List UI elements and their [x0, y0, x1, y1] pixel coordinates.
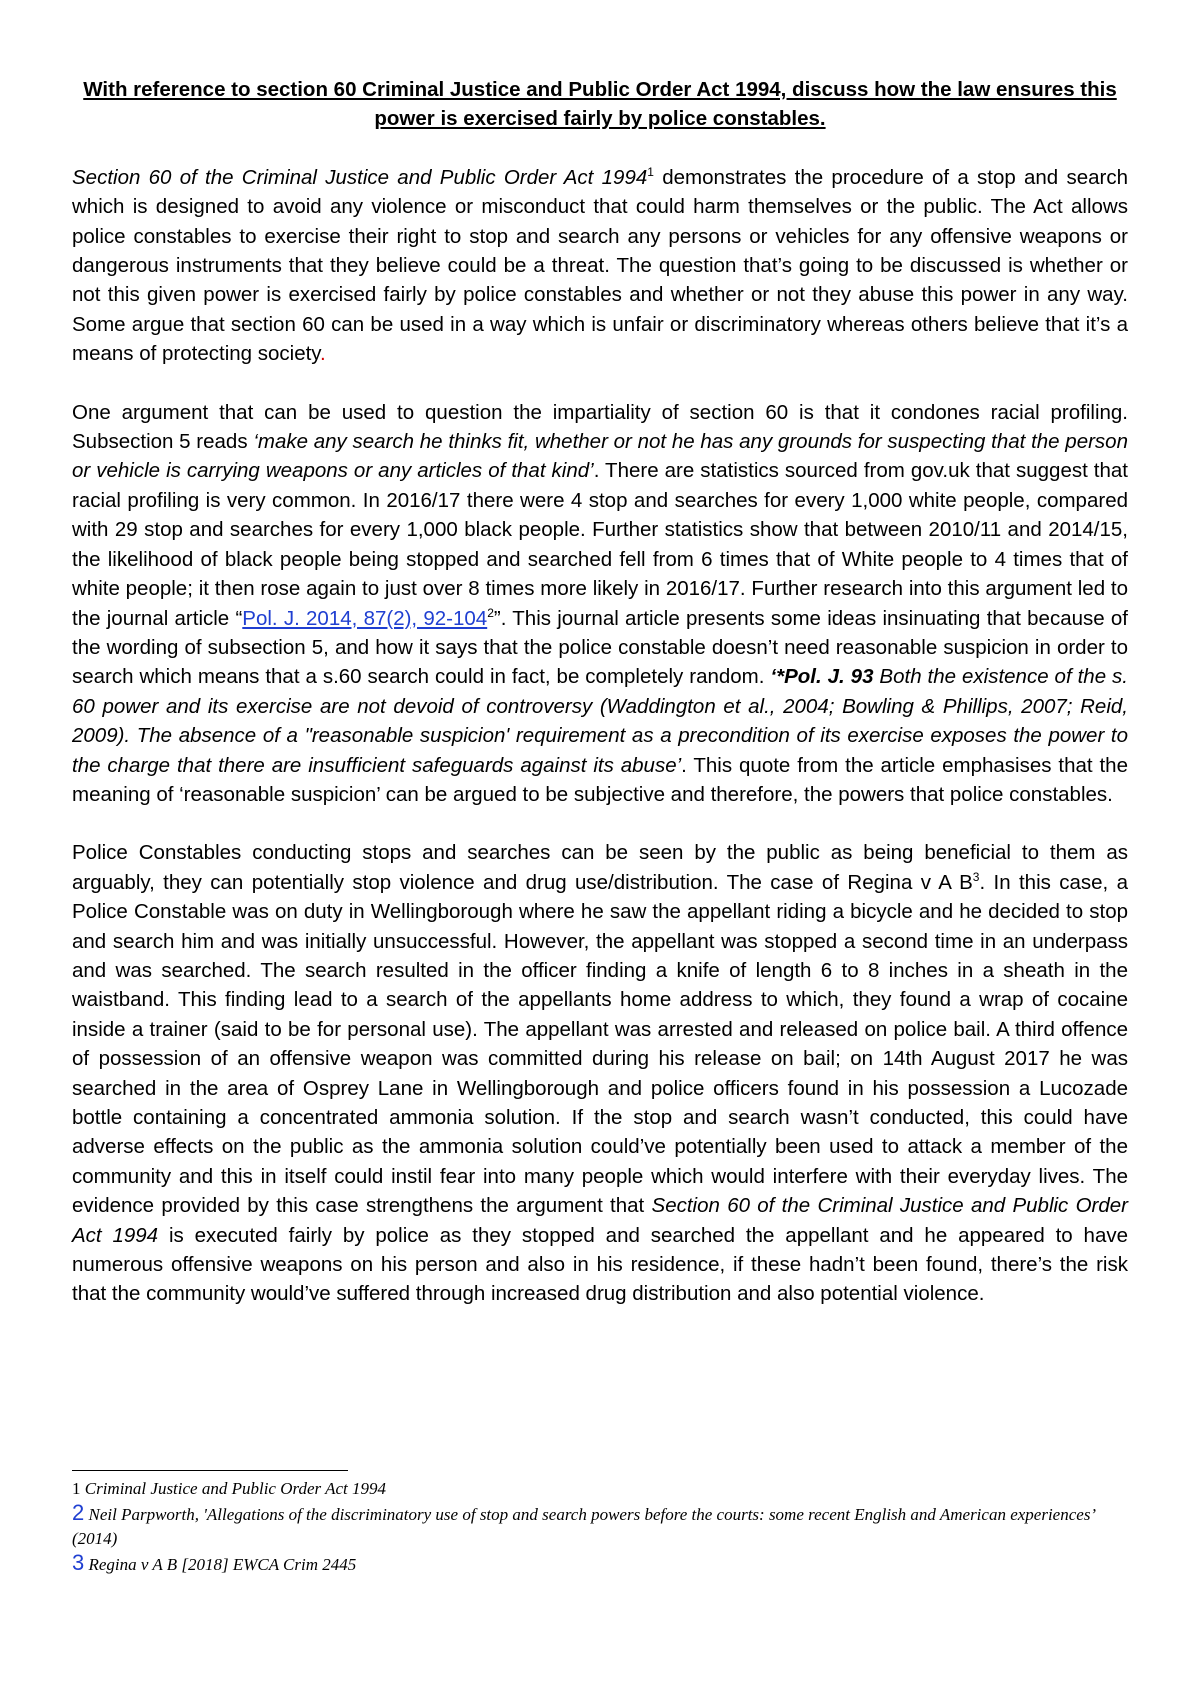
footnotes-section — [72, 1470, 1128, 1577]
footnote-1-text: Criminal Justice and Public Order Act 1994 — [80, 1479, 386, 1498]
paragraph-case-study — [72, 838, 1128, 1309]
footnote-1-number: 1 — [72, 1479, 81, 1498]
act-name-italic: Section 60 of the Criminal Justice and Public Order Act 1994 — [72, 165, 648, 189]
racial-text-3: ”. This journal article presents some ideas insinuating that because of the wording of subsection 5, and how it says that the police constable doesn’t need reasonable suspicion in order to search which means that a s.60 search could in fact, be completely random. — [72, 606, 1128, 689]
footnote-separator — [72, 1470, 348, 1471]
footnote-2-number: 2 — [72, 1500, 85, 1525]
racial-text-1: One argument that can be used to question the impartiality of section 60 is that it condones racial profiling. Subsection 5 reads — [72, 400, 1128, 454]
footnote-2 — [72, 1501, 1128, 1551]
footnote-ref-1[interactable]: 1 — [647, 164, 654, 179]
act-name-italic-2: Section 60 of the Criminal Justice and Public Order Act 1994 — [72, 1194, 1128, 1247]
footnote-ref-3[interactable]: 3 — [972, 869, 980, 884]
racial-text-4: . This quote from the article emphasises that the meaning of ‘reasonable suspicion’ can be argued to be subjective and therefore, the powers that police constables. — [72, 753, 1128, 806]
journal-article-link[interactable]: Pol. J. 2014, 87(2), 92-104 — [242, 606, 488, 630]
paragraph-intro — [72, 163, 1128, 369]
footnote-2-text: Neil Parpworth, 'Allegations of the discriminatory use of stop and search powers before the courts: some recent English and American experiences’ (2014) — [72, 1505, 1095, 1548]
paragraph-racial-profiling — [72, 398, 1128, 810]
racial-text-2: . There are statistics sourced from gov.uk that suggest that racial profiling is very common. In 2016/17 there were 4 stop and searches for every 1,000 white people, compared with 29 stop and searches for every 1,000 black people. Further statistics show that between 2010/11 and 2014/15, the likelihood of black people being stopped and searched fell from 6 times that of White people to 4 times that of white people; it then rose again to just over 8 times more likely in 2016/17. Further research into this argument led to the journal article “ — [72, 459, 1128, 630]
footnote-1 — [72, 1477, 1128, 1501]
footnote-ref-2[interactable]: 2 — [487, 605, 494, 620]
case-text-2: . In this case, a Police Constable was on duty in Wellingborough where he saw the appellant riding a bicycle and he decided to stop and search him and was initially unsuccessful. However, the appellant was stopped a second time in an underpass and was searched. The search resulted in the officer finding a knife of length 6 to 8 inches in a sheath in the waistband. This finding lead to a search of the appellants home address to which, they found a wrap of cocaine inside a trainer (said to be for personal use). The appellant was arrested and released on police bail. A third offence of possession of an offensive weapon was committed during his release on bail; on 14th August 2017 he was searched in the area of Osprey Lane in Wellingborough and police officers found in his possession a Lucozade bottle containing a concentrated ammonia solution. If the stop and search wasn’t conducted, this could have adverse effects on the public as the ammonia solution could’ve potentially been used to attack a member of the community and this in itself could instil fear into many people which would interfere with their everyday lives. The evidence provided by this case strengthens the argument that — [72, 870, 1129, 1218]
case-text-1: Police Constables conducting stops and searches can be seen by the public as being beneficial to them as arguably, they can potentially stop violence and drug use/distribution. The case of Regina v A B — [72, 841, 1128, 894]
footnote-3-number: 3 — [72, 1550, 85, 1575]
journal-quote: Both the existence of the s. 60 power and its exercise are not devoid of controversy (Waddington et al., 2004; Bowling & Phillips, 2007; Reid, 2009). The absence of a "reasonable suspicion' requirement as a precondition of its exercise exposes the power to the charge that there are insufficient safeguards against its abuse’ — [72, 665, 1128, 777]
red-period-mark: . — [320, 342, 326, 366]
subsection-5-quote: ‘make any search he thinks fit, whether or not he has any grounds for suspecting that the person or vehicle is carrying weapons or any articles of that kind’ — [72, 430, 1128, 483]
footnote-3 — [72, 1551, 1128, 1577]
essay-title: With reference to section 60 Criminal Justice and Public Order Act 1994, discuss how the law ensures this power is exercised fairly by police constables. — [83, 78, 1117, 131]
footnote-3-text: Regina v A B [2018] EWCA Crim 2445 — [84, 1555, 357, 1574]
journal-citation-bold: ‘*Pol. J. 93 — [770, 665, 874, 689]
intro-text: demonstrates the procedure of a stop and search which is designed to avoid any violence or misconduct that could harm themselves or the public. The Act allows police constables to exercise their right to stop and search any persons or vehicles for any offensive weapons or dangerous instruments that they believe could be a threat. The question that’s going to be discussed is whether or not this given power is exercised fairly by police constables and whether or not they abuse this power in any way. Some argue that section 60 can be used in a way which is unfair or discriminatory whereas others believe that it’s a means of protecting society — [72, 165, 1128, 366]
case-text-3: is executed fairly by police as they stopped and searched the appellant and he appeared to have numerous offensive weapons on his person and also in his residence, if these hadn’t been found, there’s the risk that the community would’ve suffered through increased drug distribution and also potential violence. — [72, 1223, 1128, 1306]
